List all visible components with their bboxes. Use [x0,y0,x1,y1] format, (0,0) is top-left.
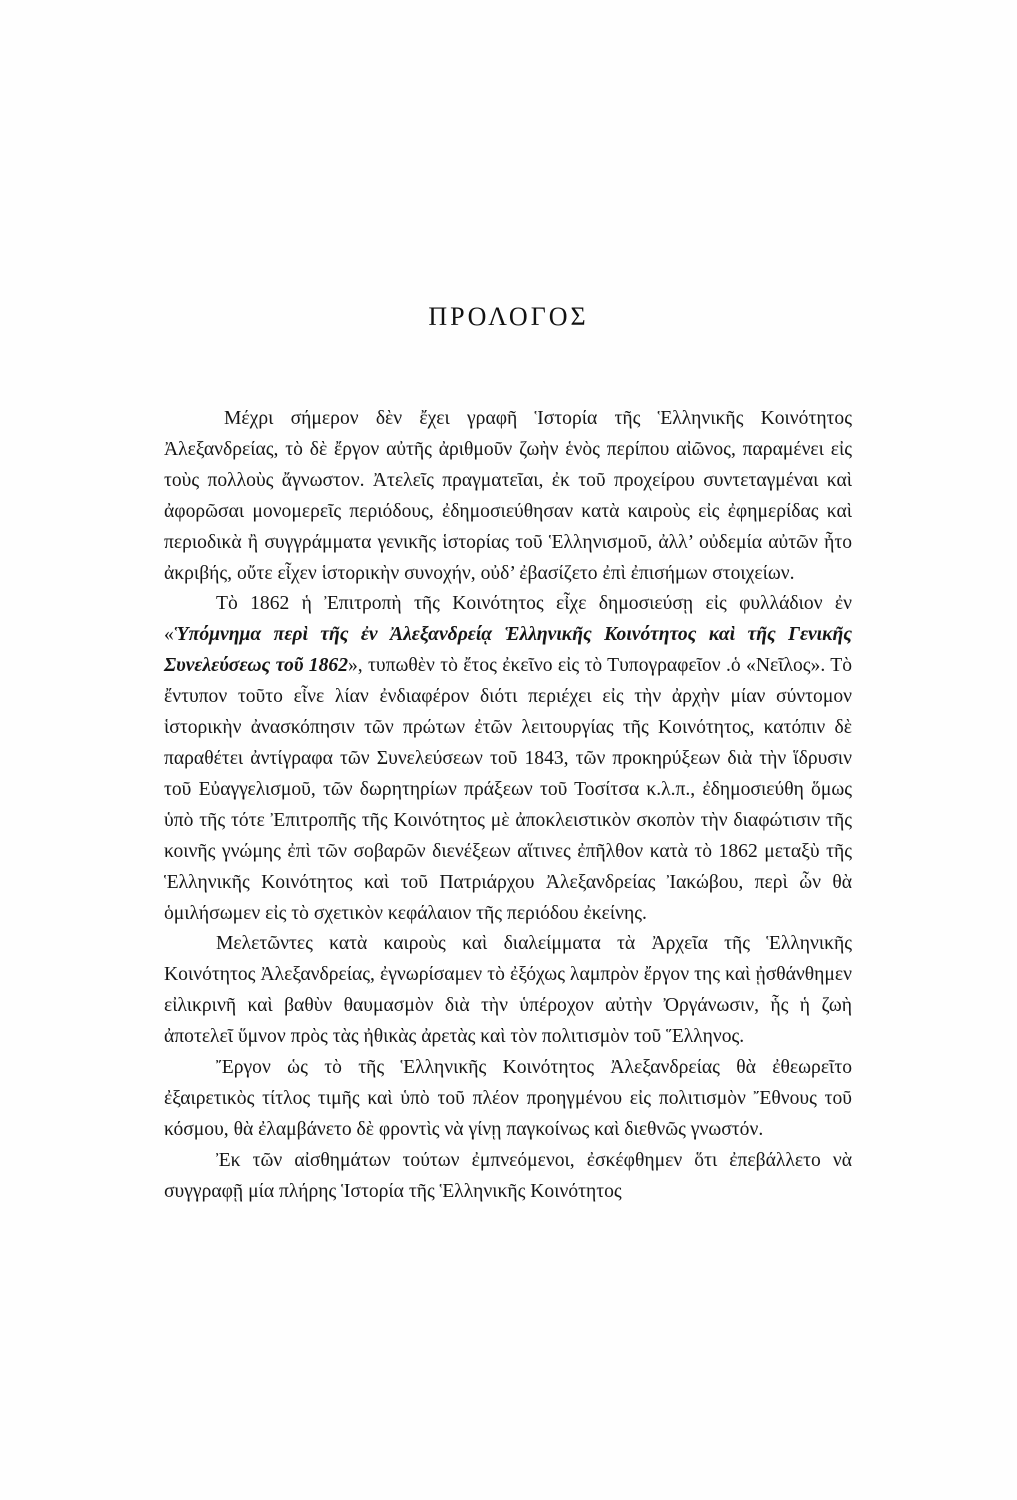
paragraph-4: Ἔργον ὡς τὸ τῆς Ἑλληνικῆς Κοινότητος Ἀλεξανδρείας θὰ ἐθεωρεῖτο ἐξαιρετικὸς τίτλος τιμῆς καὶ ὑπὸ τοῦ πλέον προηγμένου εἰς πολιτισμὸν Ἔθνους τοῦ κόσμου, θὰ ἐλαμβάνετο δὲ φροντὶς νὰ γίνῃ παγκοίνως καὶ διεθνῶς γνωστόν. [164,1057,852,1140]
paragraph-5: Ἐκ τῶν αἰσθημάτων τούτων ἐμπνεόμενοι, ἐσκέφθημεν ὅτι ἐπεβάλλετο νὰ συγγραφῇ μία πλήρης Ἱστορία τῆς Ἑλληνικῆς Κοινότητος [164,1149,852,1202]
paragraph-1: Μέχρι σήμερον δὲν ἔχει γραφῆ Ἱστορία τῆς Ἑλληνικῆς Κοινότητος Ἀλεξανδρείας, τὸ δὲ ἔργον αὐτῆς ἀριθμοῦν ζωὴν ἑνὸς περίπου αἰῶνος, παραμένει εἰς τοὺς πολλοὺς ἄγνωστον. Ἀτελεῖς πραγματεῖαι, ἐκ τοῦ προχείρου συντεταγμέναι καὶ ἀφορῶσαι μονομερεῖς περιόδους, ἐδημοσιεύθησαν κατὰ καιροὺς εἰς ἐφημερίδας καὶ περιοδικὰ ἢ συγγράμματα γενικῆς ἱστορίας τοῦ Ἑλληνισμοῦ, ἀλλ’ οὐδεμία αὐτῶν ἦτο ἀκριβής, οὔτε εἶχεν ἱστορικὴν συνοχήν, οὐδ’ ἐβασίζετο ἐπὶ ἐπισήμων στοιχείων. [164,408,852,584]
body-text [164,404,852,1208]
paragraph-2 [164,589,852,929]
page-title: ΠΡΟΛΟΓΟΣ [428,302,589,331]
paragraph-2-end: », τυπωθὲν τὸ ἔτος ἐκεῖνο εἰς τὸ Τυπογραφεῖον .ὁ «Νεῖλος». Τὸ ἔντυπον τοῦτο εἶνε λίαν ἐνδιαφέρον διότι περιέχει εἰς τὴν ἀρχὴν μίαν σύντομον ἱστορικὴν ἀνασκόπησιν τῶν πρώτων ἐτῶν λειτουργίας τῆς Κοινότητος, κατόπιν δὲ παραθέτει ἀντίγραφα τῶν Συνελεύσεων τοῦ 1843, τῶν προκηρύξεων διὰ τὴν ἵδρυσιν τοῦ Εὐαγγελισμοῦ, τῶν δωρητηρίων πράξεων τοῦ Τοσίτσα κ.λ.π., ἐδημοσιεύθη ὅμως ὑπὸ τῆς τότε Ἐπιτροπῆς τῆς Κοινότητος μὲ ἀποκλειστικὸν σκοπὸν τὴν διαφώτισιν τῆς κοινῆς γνώμης ἐπὶ τῶν σοβαρῶν διενέξεων αἵτινες ἐπῆλθον κατὰ τὸ 1862 μεταξὺ τῆς Ἑλληνικῆς Κοινότητος καὶ τοῦ Πατριάρχου Ἀλεξανδρείας Ἰακώβου, περὶ ὧν θὰ ὁμιλήσωμεν εἰς τὸ σχετικὸν κεφάλαιον τῆς περιόδου ἐκείνης. [164,655,852,924]
paragraph-2-start: Τὸ 1862 ἡ Ἐπιτροπὴ τῆς Κοινότητος εἶχε δημοσιεύσῃ εἰς φυλλάδιον ἐν « [164,593,852,646]
pamphlet-title: Ὑπόμνημα περὶ τῆς ἐν Ἀλεξανδρείᾳ Ἑλληνικῆς Κοινότητος καὶ τῆς Γενικῆς Συνελεύσεως τοῦ 1862 [164,624,852,677]
paragraph-3: Μελετῶντες κατὰ καιροὺς καὶ διαλείμματα τὰ Ἀρχεῖα τῆς Ἑλληνικῆς Κοινότητος Ἀλεξανδρείας, ἐγνωρίσαμεν τὸ ἐξόχως λαμπρὸν ἔργον της καὶ ᾐσθάνθημεν εἰλικρινῆ καὶ βαθὺν θαυμασμὸν διὰ τὴν ὑπέροχον αὐτὴν Ὀργάνωσιν, ἧς ἡ ζωὴ ἀποτελεῖ ὕμνον πρὸς τὰς ἠθικὰς ἀρετὰς καὶ τὸν πολιτισμὸν τοῦ Ἕλληνος. [164,933,852,1048]
